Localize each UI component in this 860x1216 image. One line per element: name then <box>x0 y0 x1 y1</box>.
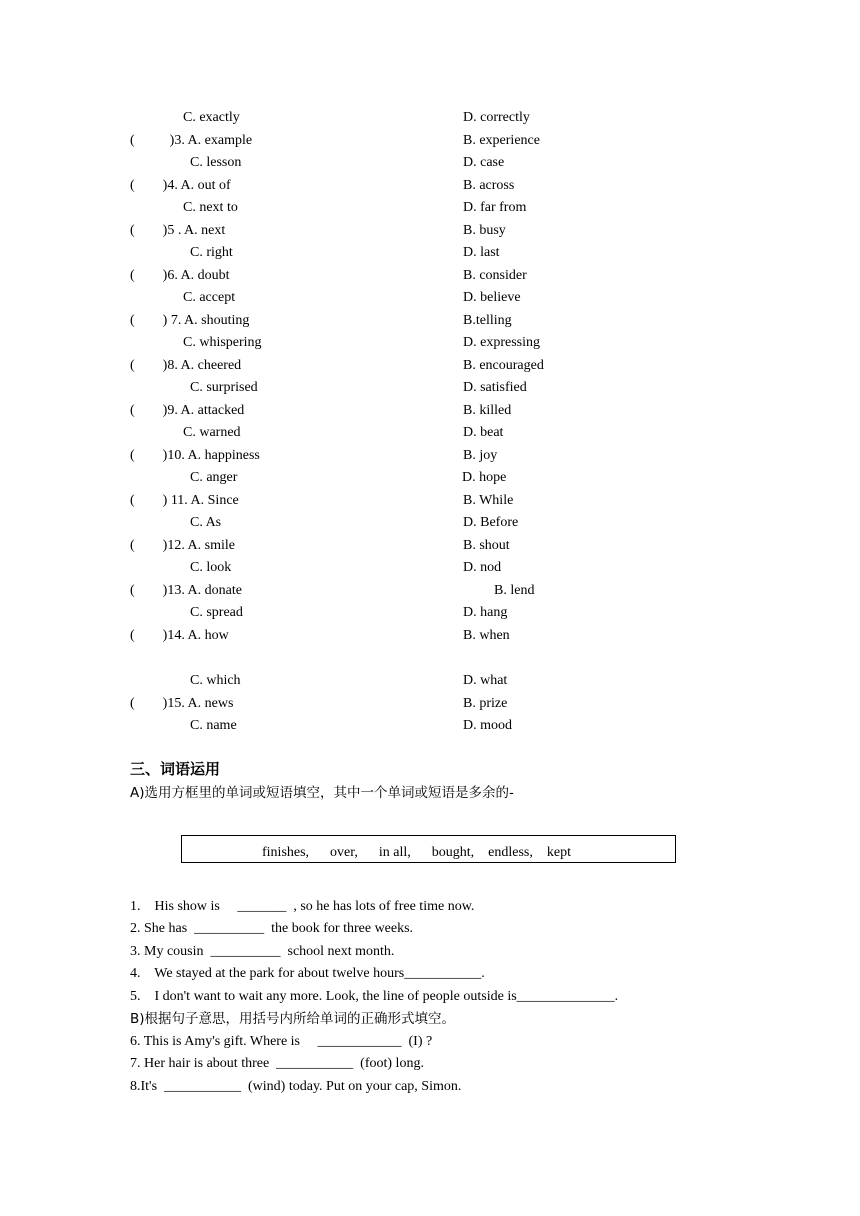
option-b-line: B.telling <box>463 313 512 328</box>
fill-in-item: 5. I don't want to wait any more. Look, the line of people outside is______________. <box>130 989 619 1004</box>
option-d-line: D. mood <box>463 718 512 733</box>
option-b-line: B. across <box>463 178 515 193</box>
option-c-line: C. name <box>190 718 237 733</box>
option-b-line: B. experience <box>463 133 540 148</box>
question-line-7: ( ) 7. A. shouting <box>130 313 250 328</box>
part-a-instruction: A)选用方框里的单词或短语填空，其中一个单词或短语是多余的- <box>130 785 514 801</box>
option-c-line: C. next to <box>183 200 238 215</box>
option-d-line: D. Before <box>463 515 519 530</box>
option-d-line: D. far from <box>463 200 527 215</box>
question-line-8: ( )8. A. cheered <box>130 358 242 373</box>
option-c-line: C. whispering <box>183 335 262 350</box>
option-c-line: C. lesson <box>190 155 242 170</box>
option-c-line: C. look <box>190 560 232 575</box>
option-b-line: B. consider <box>463 268 527 283</box>
option-b-line: B. joy <box>463 448 498 463</box>
option-d-line: D. nod <box>463 560 502 575</box>
option-b-line: B. While <box>463 493 514 508</box>
option-b-line: B. lend <box>494 583 535 598</box>
question-line-3: ( )3. A. example <box>130 133 253 148</box>
question-line-15: ( )15. A. news <box>130 696 234 711</box>
option-b-line: B. prize <box>463 696 508 711</box>
option-d-line: D. hang <box>463 605 508 620</box>
option-c-line: C. which <box>190 673 241 688</box>
question-line-9: ( )9. A. attacked <box>130 403 245 418</box>
question-line-6: ( )6. A. doubt <box>130 268 230 283</box>
word-box <box>181 835 676 863</box>
fill-in-item: 4. We stayed at the park for about twelve hours___________. <box>130 966 485 981</box>
section-title: 三、词语运用 <box>130 760 221 778</box>
option-d-line: D. satisfied <box>463 380 527 395</box>
option-c-line: C. warned <box>183 425 241 440</box>
option-b-line: B. shout <box>463 538 510 553</box>
question-line-4: ( )4. A. out of <box>130 178 231 193</box>
fill-in-item: 6. This is Amy's gift. Where is ____________ (I) ? <box>130 1034 433 1049</box>
option-c-line: C. surprised <box>190 380 258 395</box>
option-b-line: B. encouraged <box>463 358 544 373</box>
option-b-line: B. killed <box>463 403 512 418</box>
option-c-line: C. spread <box>190 605 243 620</box>
question-line-13: ( )13. A. donate <box>130 583 242 598</box>
option-d-line: D. believe <box>463 290 521 305</box>
option-d-line: D. case <box>463 155 505 170</box>
word-box-words: finishes, over, in all, bought, endless, kept <box>262 845 571 860</box>
fill-in-item: 8.It's ___________ (wind) today. Put on your cap, Simon. <box>130 1079 462 1094</box>
option-c-line: C. exactly <box>183 110 240 125</box>
option-c-line: C. As <box>190 515 222 530</box>
part-b-instruction: B)根据句子意思，用括号内所给单词的正确形式填空。 <box>130 1011 456 1027</box>
option-d-line: D. what <box>463 673 508 688</box>
question-line-12: ( )12. A. smile <box>130 538 235 553</box>
option-d-line: D. hope <box>462 470 507 485</box>
option-c-line: C. right <box>190 245 233 260</box>
option-c-line: C. accept <box>183 290 236 305</box>
option-d-line: D. expressing <box>463 335 540 350</box>
fill-in-item: 7. Her hair is about three ___________ (foot) long. <box>130 1056 424 1071</box>
question-line-14: ( )14. A. how <box>130 628 229 643</box>
question-line-10: ( )10. A. happiness <box>130 448 260 463</box>
option-d-line: D. beat <box>463 425 504 440</box>
option-b-line: B. busy <box>463 223 506 238</box>
option-b-line: B. when <box>463 628 510 643</box>
option-d-line: D. correctly <box>463 110 530 125</box>
option-d-line: D. last <box>463 245 500 260</box>
fill-in-item: 1. His show is _______ , so he has lots of free time now. <box>130 899 475 914</box>
question-line-11: ( ) 11. A. Since <box>130 493 239 508</box>
fill-in-item: 3. My cousin __________ school next month. <box>130 944 395 959</box>
fill-in-item: 2. She has __________ the book for three weeks. <box>130 921 414 936</box>
question-line-5: ( )5 . A. next <box>130 223 226 238</box>
option-c-line: C. anger <box>190 470 238 485</box>
